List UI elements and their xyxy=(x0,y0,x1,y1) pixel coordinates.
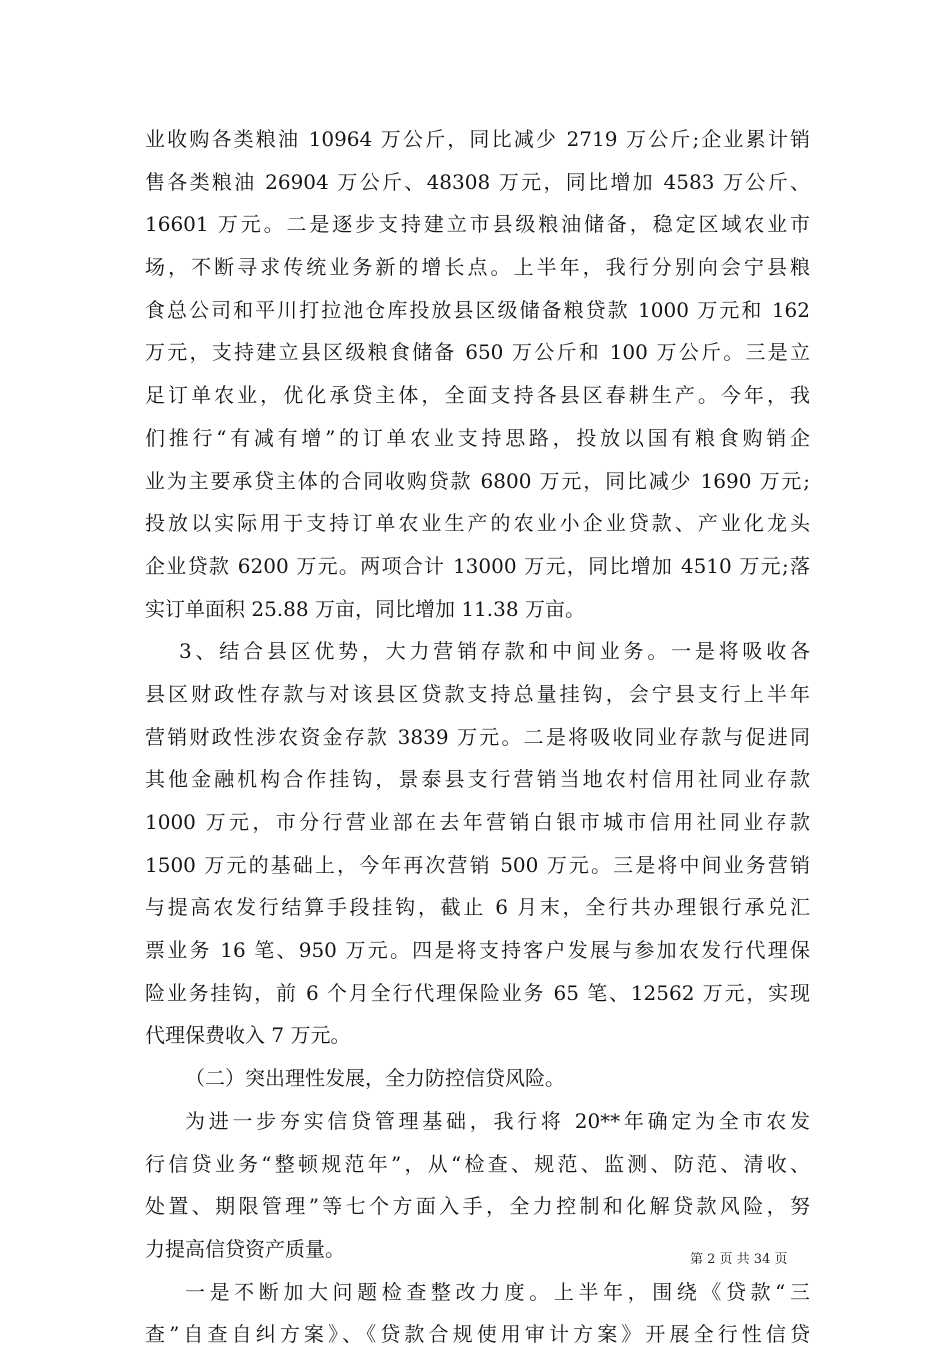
text-line: 票业务 16 笔、950 万元。四是将支持客户发展与参加农发行代理保 xyxy=(145,938,810,963)
text-line: 查”自查自纠方案》、《贷款合规使用审计方案》开展全行性信贷 xyxy=(145,1322,810,1347)
section-heading: 3、结合县区优势，大力营销存款和中间业务。一是将吸收各 xyxy=(179,639,810,664)
text-line: 16601 万元。二是逐步支持建立市县级粮油储备，稳定区域农业市 xyxy=(145,212,810,237)
section-heading: （二）突出理性发展，全力防控信贷风险。 xyxy=(185,1066,565,1091)
text-line: 县区财政性存款与对该县区贷款支持总量挂钩，会宁县支行上半年 xyxy=(145,681,810,706)
text-line: 实订单面积 25.88 万亩，同比增加 11.38 万亩。 xyxy=(145,596,585,621)
text-line: 售各类粮油 26904 万公斤、48308 万元，同比增加 4583 万公斤、 xyxy=(145,169,810,194)
text-line: 业为主要承贷主体的合同收购贷款 6800 万元，同比减少 1690 万元; xyxy=(145,468,810,493)
text-line: 力提高信贷资产质量。 xyxy=(145,1236,345,1261)
text-line: 食总公司和平川打拉池仓库投放县区级储备粮贷款 1000 万元和 162 xyxy=(145,297,810,322)
text-line: 1500 万元的基础上，今年再次营销 500 万元。三是将中间业务营销 xyxy=(145,852,810,877)
text-line: 场，不断寻求传统业务新的增长点。上半年，我行分别向会宁县粮 xyxy=(145,255,810,280)
text-line: 万元，支持建立县区级粮食储备 650 万公斤和 100 万公斤。三是立 xyxy=(145,340,810,365)
text-line: 足订单农业，优化承贷主体，全面支持各县区春耕生产。今年，我 xyxy=(145,383,810,408)
text-line: 处置、期限管理”等七个方面入手，全力控制和化解贷款风险，努 xyxy=(145,1194,810,1219)
text-line: 与提高农发行结算手段挂钩，截止 6 月末，全行共办理银行承兑汇 xyxy=(145,895,810,920)
text-line: 们推行“有减有增”的订单农业支持思路，投放以国有粮食购销企 xyxy=(145,425,810,450)
text-line: 业收购各类粮油 10964 万公斤，同比减少 2719 万公斤;企业累计销 xyxy=(145,127,810,151)
text-line: 其他金融机构合作挂钩，景泰县支行营销当地农村信用社同业存款 xyxy=(145,767,810,792)
text-line: 行信贷业务“整顿规范年”，从“检查、规范、监测、防范、清收、 xyxy=(145,1151,810,1176)
text-line: 1000 万元，市分行营业部在去年营销白银市城市信用社同业存款 xyxy=(145,810,810,834)
page-number: 第 2 页 共 34 页 xyxy=(690,1252,788,1267)
document-body xyxy=(145,118,810,1356)
text-line: 为进一步夯实信贷管理基础，我行将 20**年确定为全市农发 xyxy=(185,1108,810,1133)
text-line: 代理保费收入 7 万元。 xyxy=(145,1023,351,1048)
text-line: 投放以实际用于支持订单农业生产的农业小企业贷款、产业化龙头 xyxy=(145,511,810,536)
text-line: 险业务挂钩，前 6 个月全行代理保险业务 65 笔、12562 万元，实现 xyxy=(145,980,810,1005)
text-line: 一是不断加大问题检查整改力度。上半年，围绕《贷款“三 xyxy=(185,1279,810,1304)
text-line: 企业贷款 6200 万元。两项合计 13000 万元，同比增加 4510 万元;落 xyxy=(145,553,810,578)
text-line: 营销财政性涉农资金存款 3839 万元。二是将吸收同业存款与促进同 xyxy=(145,724,810,749)
